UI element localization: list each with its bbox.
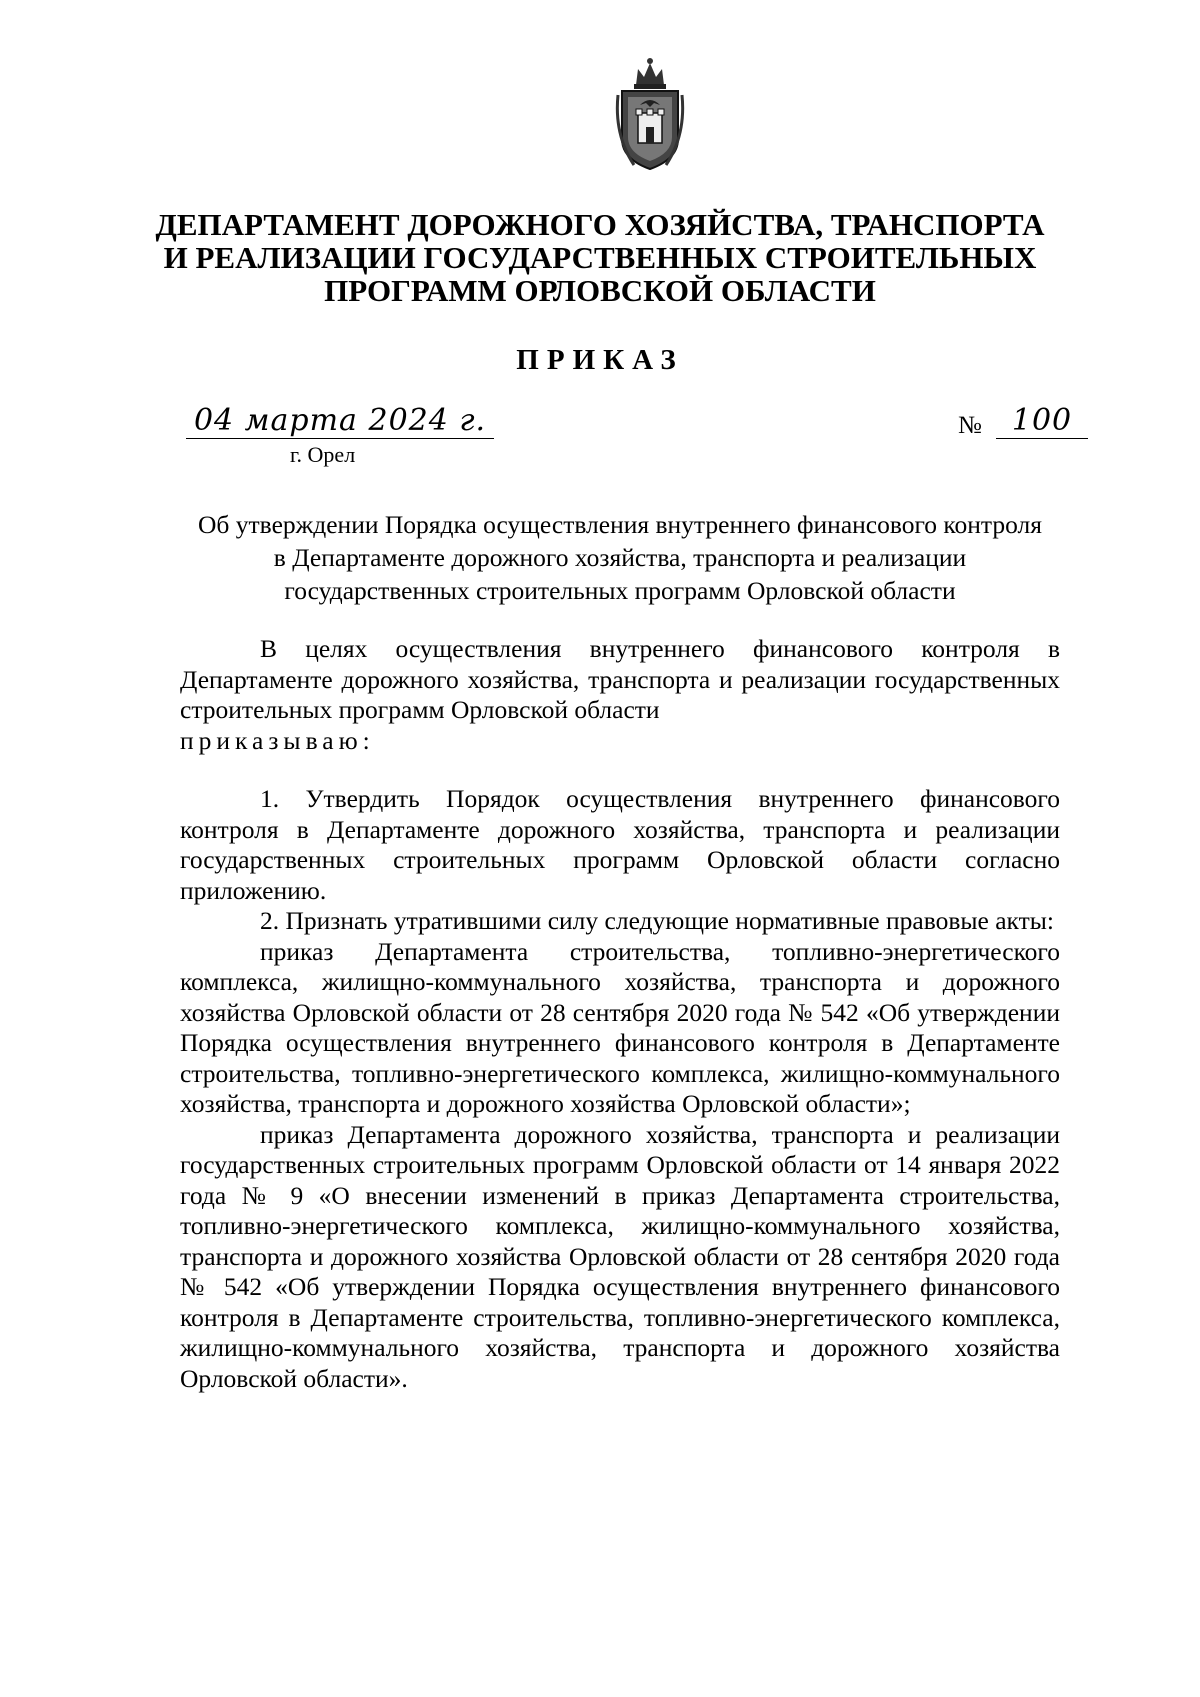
preamble-paragraph [180, 634, 1060, 726]
order-subject [180, 508, 1060, 607]
header-line: ПРОГРАММ ОРЛОВСКОЙ ОБЛАСТИ [324, 273, 876, 308]
coat-of-arms-icon [614, 55, 686, 173]
preamble-text: В целях осуществления внутреннего финансового контроля в Департаменте дорожного хозяйства, транспорта и реализации государственных строительных программ Орловской области [180, 634, 1060, 724]
order-word: приказываю: [180, 725, 375, 755]
subject-line: Об утверждении Порядка осуществления внутреннего финансового контроля [198, 510, 1042, 539]
spacer [180, 756, 1060, 784]
order-city: г. Орел [290, 442, 356, 467]
order-item: приказ Департамента дорожного хозяйства, транспорта и реализации государственных строительных программ Орловской области от 14 января 2022 года № 9 «О внесении изменений в приказ Департамента строительства, топливно-энергетического комплекса, жилищно-коммунального хозяйства, транспорта и дорожного хозяйства Орловской области от 28 сентября 2020 года № 542 «Об утверждении Порядка осуществления внутреннего финансового контроля в Департаменте строительства, топливно-энергетического комплекса, жилищно-коммунального хозяйства, транспорта и дорожного хозяйства Орловской области». [180, 1119, 1060, 1393]
department-header [150, 208, 1050, 307]
number-label: № [958, 412, 982, 439]
order-number-value: 100 [1011, 403, 1073, 438]
document-type: ПРИКАЗ [516, 344, 684, 376]
subject-line: в Департаменте дорожного хозяйства, транспорта и реализации [273, 543, 967, 572]
order-item: 2. Признать утратившими силу следующие нормативные правовые акты: [260, 906, 1054, 935]
subject-line: государственных строительных программ Орловской области [284, 576, 956, 605]
order-number [996, 404, 1088, 439]
order-body [180, 634, 1060, 1394]
order-date-value: 04 марта 2024 г. [193, 403, 487, 438]
order-item: приказ Департамента строительства, топливно-энергетического комплекса, жилищно-коммунального хозяйства, транспорта и дорожного хозяйства Орловской области от 28 сентября 2020 года № 542 «Об утверждении Порядка осуществления внутреннего финансового контроля в Департаменте строительства, топливно-энергетического комплекса, жилищно-коммунального хозяйства, транспорта и дорожного хозяйства Орловской области»; [180, 936, 1060, 1118]
header-line: И РЕАЛИЗАЦИИ ГОСУДАРСТВЕННЫХ СТРОИТЕЛЬНЫХ [163, 240, 1037, 275]
header-line: ДЕПАРТАМЕНТ ДОРОЖНОГО ХОЗЯЙСТВА, ТРАНСПОРТА [155, 207, 1045, 242]
order-date [186, 404, 494, 439]
order-item: 1. Утвердить Порядок осуществления внутреннего финансового контроля в Департаменте дорожного хозяйства, транспорта и реализации государственных строительных программ Орловской области согласно приложению. [180, 784, 1060, 905]
